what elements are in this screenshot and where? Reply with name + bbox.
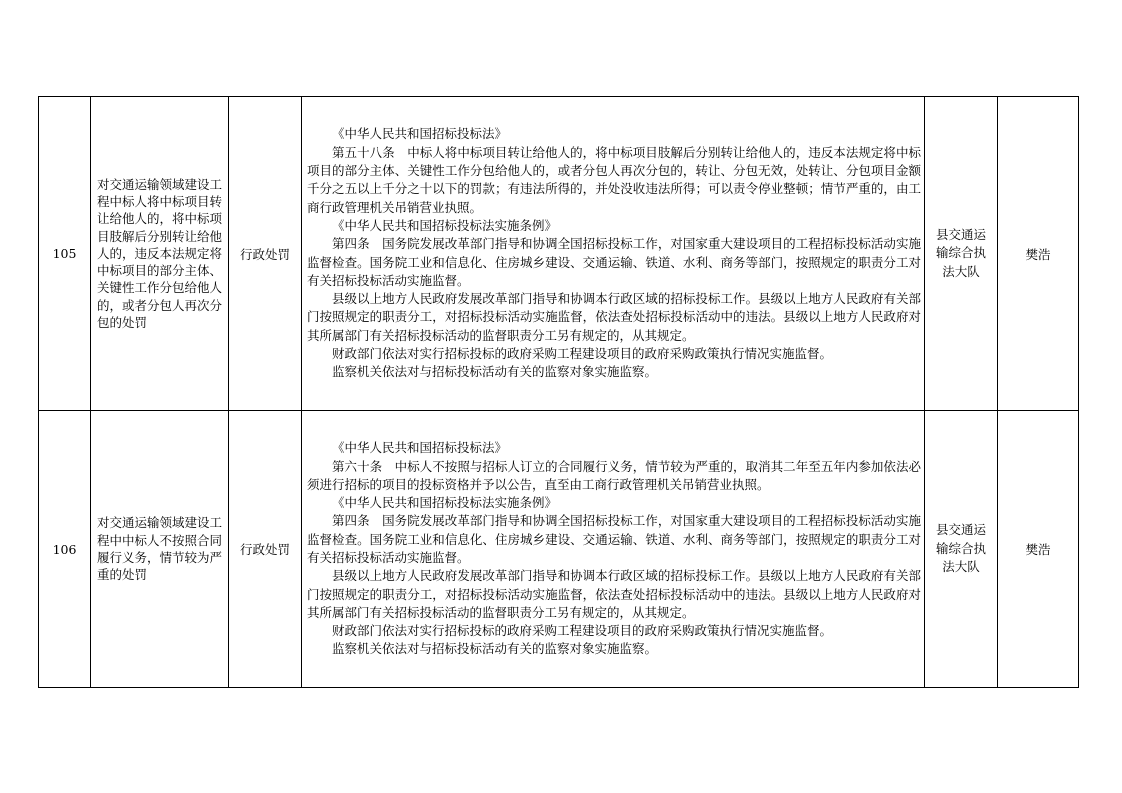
law-article: 第六十条 中标人不按照与招标人订立的合同履行义务，情节较为严重的，取消其二年至五年内参加依法必须进行招标的项目的投标资格并予以公告，直至由工商行政管理机关吊销营业执照。	[307, 458, 921, 492]
responsible-department: 县交通运输综合执法大队	[925, 411, 998, 688]
table-row	[39, 97, 1079, 411]
item-type: 行政处罚	[229, 411, 302, 688]
law-title: 《中华人民共和国招标投标法实施条例》	[332, 495, 558, 511]
law-article: 县级以上地方人民政府发展改革部门指导和协调本行政区域的招标投标工作。县级以上地方人民政府有关部门按照规定的职责分工，对招标投标活动实施监督，依法查处招标投标活动中的违法。县级以上地方人民政府对其所属部门有关招标投标活动的监督职责分工另有规定的，从其规定。	[307, 291, 921, 343]
authority-table	[38, 96, 1079, 688]
law-title: 《中华人民共和国招标投标法实施条例》	[332, 217, 558, 233]
item-name: 对交通运输领域建设工程中中标人不按照合同履行义务，情节较为严重的处罚	[91, 411, 229, 688]
law-article: 县级以上地方人民政府发展改革部门指导和协调本行政区域的招标投标工作。县级以上地方人民政府有关部门按照规定的职责分工，对招标投标活动实施监督，依法查处招标投标活动中的违法。县级以上地方人民政府对其所属部门有关招标投标活动的监督职责分工另有规定的，从其规定。	[307, 568, 921, 620]
law-article: 监察机关依法对与招标投标活动有关的监察对象实施监察。	[332, 641, 658, 657]
item-name: 对交通运输领域建设工程中标人将中标项目转让给他人的，将中标项目肢解后分别转让给他人的，违反本法规定将中标项目的部分主体、关键性工作分包给他人的，或者分包人再次分包的处罚	[91, 97, 229, 411]
law-article: 财政部门依法对实行招标投标的政府采购工程建设项目的政府采购政策执行情况实施监督。	[332, 345, 833, 361]
legal-basis	[302, 97, 925, 411]
responsible-department: 县交通运输综合执法大队	[925, 97, 998, 411]
law-article: 财政部门依法对实行招标投标的政府采购工程建设项目的政府采购政策执行情况实施监督。	[332, 623, 833, 639]
row-number: 106	[39, 411, 91, 688]
responsible-person: 樊浩	[998, 97, 1079, 411]
law-article: 第五十八条 中标人将中标项目转让给他人的，将中标项目肢解后分别转让给他人的，违反本法规定将中标项目的部分主体、关键性工作分包给他人的，或者分包人再次分包的，转让、分包无效，处转让、分包项目金额千分之五以上千分之十以下的罚款；有违法所得的，并处没收违法所得；可以责令停业整顿；情节严重的，由工商行政管理机关吊销营业执照。	[307, 144, 921, 215]
law-article: 第四条 国务院发展改革部门指导和协调全国招标投标工作，对国家重大建设项目的工程招标投标活动实施监督检查。国务院工业和信息化、住房城乡建设、交通运输、铁道、水利、商务等部门，按照规定的职责分工对有关招标投标活动实施监督。	[307, 513, 921, 565]
law-article: 监察机关依法对与招标投标活动有关的监察对象实施监察。	[332, 364, 658, 380]
law-article: 第四条 国务院发展改革部门指导和协调全国招标投标工作，对国家重大建设项目的工程招标投标活动实施监督检查。国务院工业和信息化、住房城乡建设、交通运输、铁道、水利、商务等部门，按照规定的职责分工对有关招标投标活动实施监督。	[307, 236, 921, 288]
table-row	[39, 411, 1079, 688]
legal-basis	[302, 411, 925, 688]
responsible-person: 樊浩	[998, 411, 1079, 688]
item-type: 行政处罚	[229, 97, 302, 411]
law-title: 《中华人民共和国招标投标法》	[332, 126, 508, 142]
row-number: 105	[39, 97, 91, 411]
law-title: 《中华人民共和国招标投标法》	[332, 440, 508, 456]
